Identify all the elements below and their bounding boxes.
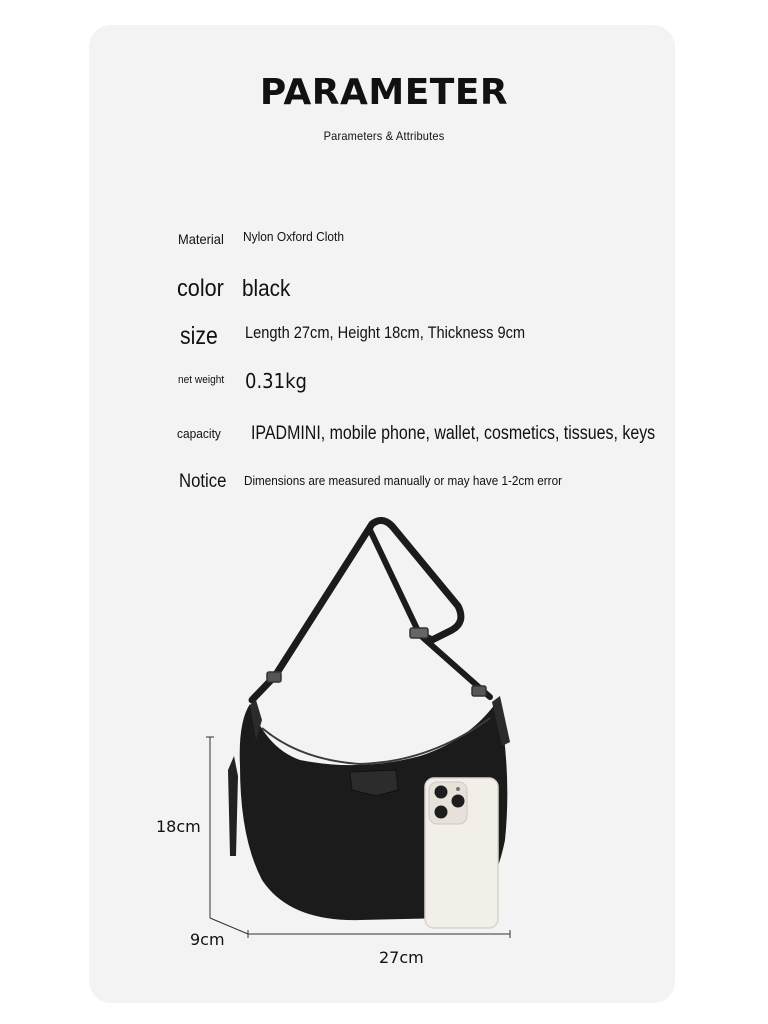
capacity-value: IPADMINI, mobile phone, wallet, cosmetics, tissues, keys	[251, 423, 656, 444]
net-weight-label: net weight	[178, 374, 225, 386]
camera-lens-icon	[452, 795, 465, 808]
width-dimension-label: 27cm	[379, 948, 424, 967]
strap-buckle-right	[472, 686, 486, 696]
height-dimension-label: 18cm	[156, 817, 201, 836]
size-value: Length 27cm, Height 18cm, Thickness 9cm	[245, 323, 526, 342]
zipper-pull	[228, 756, 238, 856]
notice-value: Dimensions are measured manually or may have 1-2cm error	[244, 473, 562, 488]
camera-lens-icon	[435, 806, 448, 819]
depth-dimension-label: 9cm	[190, 930, 225, 949]
strap-buckle-adjuster	[410, 628, 428, 638]
bag-strap	[252, 520, 490, 700]
color-label: color	[177, 275, 224, 302]
page-subtitle: Parameters & Attributes	[323, 129, 445, 143]
phone	[425, 778, 498, 928]
material-value: Nylon Oxford Cloth	[243, 229, 345, 244]
net-weight-value: 0.31kg	[245, 369, 307, 393]
material-label: Material	[178, 231, 224, 247]
capacity-label: capacity	[177, 426, 221, 441]
camera-lens-icon	[435, 786, 448, 799]
page-title: PARAMETER	[259, 72, 509, 113]
color-value: black	[242, 275, 291, 301]
strap-buckle-left	[267, 672, 281, 682]
size-label: size	[180, 322, 218, 350]
notice-label: Notice	[179, 471, 227, 492]
